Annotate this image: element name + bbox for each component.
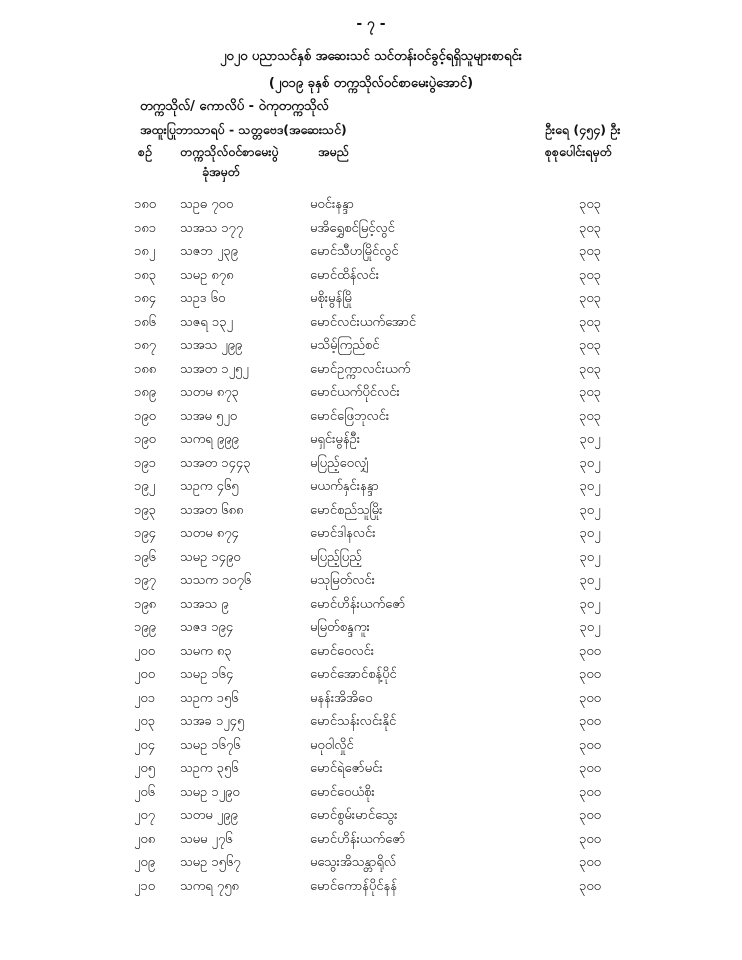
roll-number: သမဥ ၁၂၉၀	[180, 784, 240, 800]
row-number: ၁၈၃	[134, 267, 157, 283]
roll-number: သသက ၁၀၇၆	[180, 573, 252, 588]
roll-number: သမဥ ၁၅၆၇	[180, 855, 241, 870]
table-row	[0, 737, 742, 759]
roll-number: သဇဘ ၂၃၉	[180, 244, 238, 259]
total-score: ၃၀၂	[579, 502, 601, 518]
roll-number: သမဥ ၁၄၉၀	[180, 549, 241, 565]
student-name: မောင်လင်းယက်အောင်	[310, 314, 417, 330]
total-score: ၃၀၃	[579, 244, 601, 259]
total-score: ၃၀၃	[579, 361, 601, 377]
row-number: ၂၀၀	[134, 667, 156, 682]
university-line: တက္ကသိုလ်/ ကောလိပ် - ဝဲကုတက္ကသိုလ်	[140, 99, 329, 114]
total-score: ၃၀၀	[579, 855, 601, 870]
table-row	[0, 690, 742, 712]
total-score: ၃၀၀	[579, 643, 601, 659]
table-row	[0, 807, 742, 829]
student-name: မောင်ဖြေဘုလင်း	[310, 408, 390, 424]
table-row	[0, 525, 742, 547]
student-name: မောင်ဝေယံစိုး	[310, 784, 375, 800]
total-score: ၃၀၃	[579, 197, 601, 212]
table-row	[0, 760, 742, 782]
table-row	[0, 619, 742, 641]
page-number: - ၇ -	[356, 16, 386, 32]
row-number: ၁၉၉	[134, 620, 156, 635]
row-number: ၁၉၀	[134, 432, 156, 447]
table-row	[0, 361, 742, 383]
roll-number: သအသ ၉	[180, 596, 229, 612]
row-number: ၁၉၆	[134, 549, 156, 565]
student-name: မောင်ကောန်ပိုင်နန်	[310, 878, 397, 894]
student-name: မောင်ဥက္ကာလင်းယက်	[310, 361, 411, 377]
table-row	[0, 572, 742, 594]
roll-number: သအခ ၁၂၄၅	[180, 714, 245, 729]
row-number: ၂၀၇	[134, 808, 156, 823]
student-name: မသိမ့်ကြည်စင်	[310, 338, 380, 353]
student-name: မသွေးအိသန္တာရိုလ်	[310, 855, 397, 870]
roll-number: သဇဒ ၁၉၄	[180, 620, 234, 635]
row-number: ၂၀၈	[134, 831, 156, 847]
no-column-header: စဉ်	[138, 144, 152, 159]
table-row	[0, 502, 742, 524]
table-row	[0, 643, 742, 665]
table-row	[0, 384, 742, 406]
row-number: ၂၀၁	[134, 690, 156, 706]
table-row	[0, 549, 742, 571]
student-name: မောင်စွမ်းမာင်သွေး	[310, 808, 398, 823]
student-name: မနန်းအိအိဝေ	[310, 690, 373, 706]
table-row	[0, 408, 742, 430]
student-name: မောင်ယက်ပိုင်လင်း	[310, 385, 400, 400]
row-number: ၁၉၀	[134, 408, 156, 424]
row-number: ၁၈၈	[134, 361, 157, 377]
total-score: ၃၀၀	[579, 737, 601, 753]
total-count-header: ဦးရေ (၄၅၄) ဦး	[545, 122, 621, 137]
row-number: ၂၀၃	[134, 714, 156, 729]
roll-number: သအတ ၁၄၄၃	[180, 455, 251, 471]
student-name: မောင်ဟိန်းယက်ဇော်	[310, 596, 406, 612]
student-name: မယက်နှင်းနန္ဒာ	[310, 479, 379, 494]
roll-number: သကရ ၇၅၈	[180, 878, 239, 894]
table-row	[0, 337, 742, 359]
row-number: ၂၁၀	[134, 878, 156, 894]
student-name: မောင်ဝေလင်း	[310, 643, 375, 659]
row-number: ၂၀၉	[134, 855, 156, 870]
roll-number: သတမ ၈၇၄	[180, 526, 239, 541]
total-score: ၃၀၂	[579, 455, 601, 471]
roll-number: သတမ ၈၇၃	[180, 385, 239, 400]
student-name: မောင်သန်းလင်းနိုင်	[310, 714, 397, 729]
total-score: ၃၀၃	[579, 385, 601, 400]
row-number: ၁၉၂	[134, 479, 156, 494]
total-score: ၃၀၂	[579, 432, 601, 447]
student-name: မသုမြတ်လင်း	[310, 573, 375, 588]
row-number: ၁၉၁	[134, 455, 156, 471]
total-score: ၃၀၂	[579, 549, 601, 565]
total-score: ၃၀၀	[579, 690, 601, 706]
document-subtitle: (၂၀၁၉ ခုနှစ် တက္ကသိုလ်ဝင်စာမေးပွဲအောင်)	[268, 76, 474, 91]
table-row	[0, 243, 742, 265]
table-row	[0, 666, 742, 688]
roll-number: သဥက ၁၅၆	[180, 690, 239, 706]
total-score: ၃၀၂	[579, 479, 601, 494]
table-row	[0, 455, 742, 477]
row-number: ၁၈၆	[134, 314, 157, 330]
total-score: ၃၀၃	[579, 291, 601, 306]
roll-number: သအတ ၆၈၈	[180, 502, 244, 518]
total-score: ၃၀၀	[579, 831, 601, 847]
roll-number: သမက ၈၃	[180, 643, 232, 659]
student-name: မောင်ထိန်လင်း	[310, 267, 380, 283]
roll-number: သဥက ၄၆၅	[180, 479, 239, 494]
roll-number: သတမ ၂၉၉	[180, 808, 238, 823]
total-score: ၃၀၀	[579, 784, 601, 800]
student-name: မဝင်းနန္ဒာ	[310, 197, 355, 212]
roll-no-column-header: တက္ကသိုလ်ဝင်စာမေးပွဲ	[180, 144, 279, 159]
total-score: ၃၀၀	[579, 714, 601, 729]
roll-number: သမဥ ၁၆၄	[180, 667, 234, 682]
row-number: ၂၀၅	[134, 761, 156, 776]
total-score: ၃၀၂	[579, 526, 601, 541]
roll-number: သအသ ၂၉၉	[180, 338, 243, 353]
student-name: မောင်စည်သူမြိုး	[310, 502, 383, 518]
row-number: ၂၀၄	[134, 737, 156, 753]
roll-number: သမမ ၂၇၆	[180, 831, 233, 847]
row-number: ၁၉၃	[134, 502, 156, 518]
total-score: ၃၀၃	[579, 267, 601, 283]
total-score: ၃၀၃	[579, 314, 601, 330]
student-name: မောင်အောင်စန့်ပိုင်	[310, 667, 397, 682]
row-number: ၁၉၇	[134, 573, 156, 588]
student-name: မပြည့်ပြည့်	[310, 549, 362, 565]
roll-number: သကရ ၉၉၉	[180, 432, 239, 447]
row-number: ၂၀၆	[134, 784, 156, 800]
row-number: ၁၈၂	[134, 244, 156, 259]
document-title: ၂၀၂၀ ပညာသင်နှစ် အဆေးသင် သင်တန်းဝင်ခွင့်ရရှိသူများစာရင်း	[219, 49, 522, 64]
row-number: ၁၈၁	[134, 220, 157, 236]
total-score: ၃၀၀	[579, 761, 601, 776]
total-score: ၃၀၀	[579, 667, 601, 682]
roll-number: သအသ ၁၇၇	[180, 220, 244, 236]
row-number: ၁၈၄	[134, 291, 157, 306]
total-score: ၃၀၃	[579, 408, 601, 424]
total-score: ၃၀၀	[579, 878, 601, 894]
row-number: ၁၈၇	[134, 338, 157, 353]
table-row	[0, 314, 742, 336]
student-name: မောင်ရဲဇော်မင်း	[310, 761, 383, 776]
row-number: ၁၉၈	[134, 596, 157, 612]
table-row	[0, 878, 742, 900]
student-name: မဝုဝါလှိုင်	[310, 737, 354, 753]
roll-number: သဥဓ ၇၀၀	[180, 197, 234, 212]
roll-number: သမဥ ၁၆၇၆	[180, 737, 241, 753]
roll-number: သဥက ၃၅၆	[180, 761, 239, 776]
total-score: ၃၀၃	[579, 338, 601, 353]
student-name: မောင်သီဟမြိုင်လွင်	[310, 244, 399, 259]
row-number: ၁၈၀	[134, 197, 157, 212]
roll-number: သမဥ ၈၇၈	[180, 267, 234, 283]
total-score: ၃၀၂	[579, 620, 601, 635]
group-header: အထူးပြုဘာသာရပ် - သတ္တဗေဒ(အဆေးသင်)	[140, 122, 347, 137]
roll-number: သအမ ၅၂၀	[180, 408, 238, 424]
student-name: မအိရွှေစင်မြင့်လွင်	[310, 220, 395, 236]
total-score: ၃၀၂	[579, 596, 601, 612]
name-column-header: အမည်	[318, 144, 349, 159]
table-row	[0, 220, 742, 242]
student-name: မစိုးမွန်မြို	[310, 291, 352, 306]
student-name: မမြတ်စန္ဒကူး	[310, 620, 370, 635]
table-row	[0, 784, 742, 806]
roll-no-column-header-2: ခုံအမှတ်	[202, 164, 240, 179]
row-number: ၁၈၉	[134, 385, 157, 400]
student-name: မရှင်းမွန်ဦး	[310, 432, 361, 447]
table-row	[0, 431, 742, 453]
table-row	[0, 267, 742, 289]
roll-number: သဥဒ ၆၀	[180, 291, 226, 306]
table-row	[0, 831, 742, 853]
table-row	[0, 713, 742, 735]
table-row	[0, 196, 742, 218]
table-row	[0, 596, 742, 618]
total-score: ၃၀၃	[579, 220, 601, 236]
total-score: ၃၀၂	[579, 573, 601, 588]
student-name: မောင်ဟိန်းယက်ဇော်	[310, 831, 406, 847]
total-score: ၃၀၀	[579, 808, 601, 823]
student-name: မောင်ဒါနလင်း	[310, 526, 376, 541]
table-row	[0, 854, 742, 876]
roll-number: သအတ ၁၂၅၂	[180, 361, 249, 377]
score-column-header: စုစုပေါင်းရမှတ်	[545, 144, 612, 159]
row-number: ၂၀၀	[134, 643, 156, 659]
student-name: မပြည့်ဝေလျှံ	[310, 455, 369, 471]
roll-number: သဇရ ၁၃၂	[180, 314, 233, 330]
table-row	[0, 290, 742, 312]
table-row	[0, 478, 742, 500]
row-number: ၁၉၄	[134, 526, 156, 541]
